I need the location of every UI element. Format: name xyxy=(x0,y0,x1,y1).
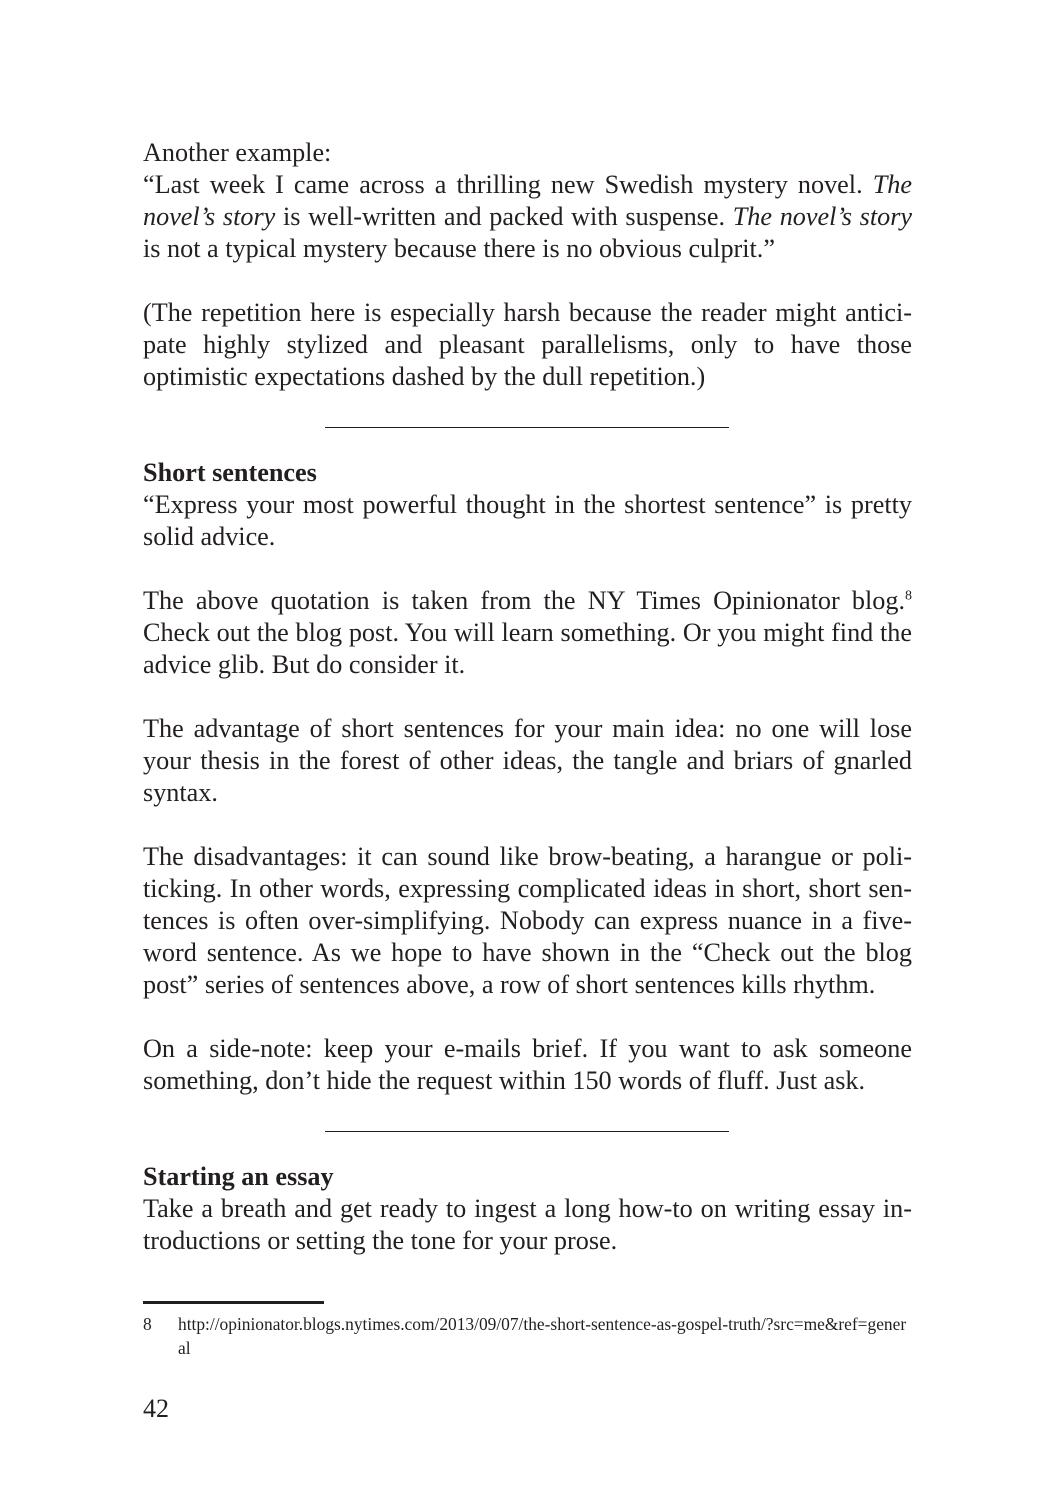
footnote-link[interactable]: http://opinionator.blogs.nytimes.com/2013/09/07/the-short-sentence-as-gospel-truth/?src=me&ref=general xyxy=(178,1314,907,1358)
section-heading-short-sentences: Short sentences xyxy=(143,458,317,487)
quote-part-5: is not a typical mystery because there is no obvious culprit.” xyxy=(143,234,775,263)
paragraph: Take a breath and get ready to ingest a long how-to on writing essay introductions or setting the tone for your prose. xyxy=(143,1194,912,1255)
repetition-note: (The repetition here is especially harsh because the reader might anticipate highly stylized and pleasant parallelisms, only to have those optimistic expectations dashed by the dull repetition.) xyxy=(143,298,912,391)
paragraph xyxy=(143,585,912,681)
quote-italic-2: The novel’s story xyxy=(732,202,913,231)
paragraph: On a side-note: keep your e-mails brief. If you want to ask someone something, don’t hide the request within 150 words of fluff. Just ask. xyxy=(143,1034,912,1095)
footnote xyxy=(143,1312,912,1360)
paragraph: The advantage of short sentences for your main idea: no one will lose your thesis in the forest of other ideas, the tangle and briars of gnarled syntax. xyxy=(143,714,912,807)
quote-part-3: is well-written and packed with suspense. xyxy=(275,202,733,231)
quote-part-1: “Last week I came across a thrilling new Swedish mystery novel. xyxy=(143,170,873,199)
paragraph-text: Check out the blog post. You will learn something. Or you might find the advice glib. But do consider it. xyxy=(143,618,912,679)
section-heading-starting-essay: Starting an essay xyxy=(143,1162,334,1191)
page-body xyxy=(143,137,912,1257)
example-quote xyxy=(143,169,912,265)
footnote-reference[interactable]: 8 xyxy=(905,588,912,604)
example-label: Another example: xyxy=(143,138,332,167)
paragraph-text: The above quotation is taken from the NY Times Opinionator blog. xyxy=(143,586,905,615)
page-number: 42 xyxy=(143,1394,169,1423)
paragraph: “Express your most powerful thought in the shortest sentence” is pretty solid advice. xyxy=(143,490,912,551)
footnote-separator xyxy=(143,1301,324,1304)
footnote-number: 8 xyxy=(143,1314,152,1334)
paragraph: The disadvantages: it can sound like brow-beating, a harangue or politicking. In other words, expressing complicated ideas in short, short sentences is often over-simplifying. Nobody can express nuance in a five-word sentence. As we hope to have shown in the “Check out the blog post” series of sentences above, a row of short sentences kills rhythm. xyxy=(143,842,912,999)
quote-italic-1: The novel’s story xyxy=(143,170,912,231)
